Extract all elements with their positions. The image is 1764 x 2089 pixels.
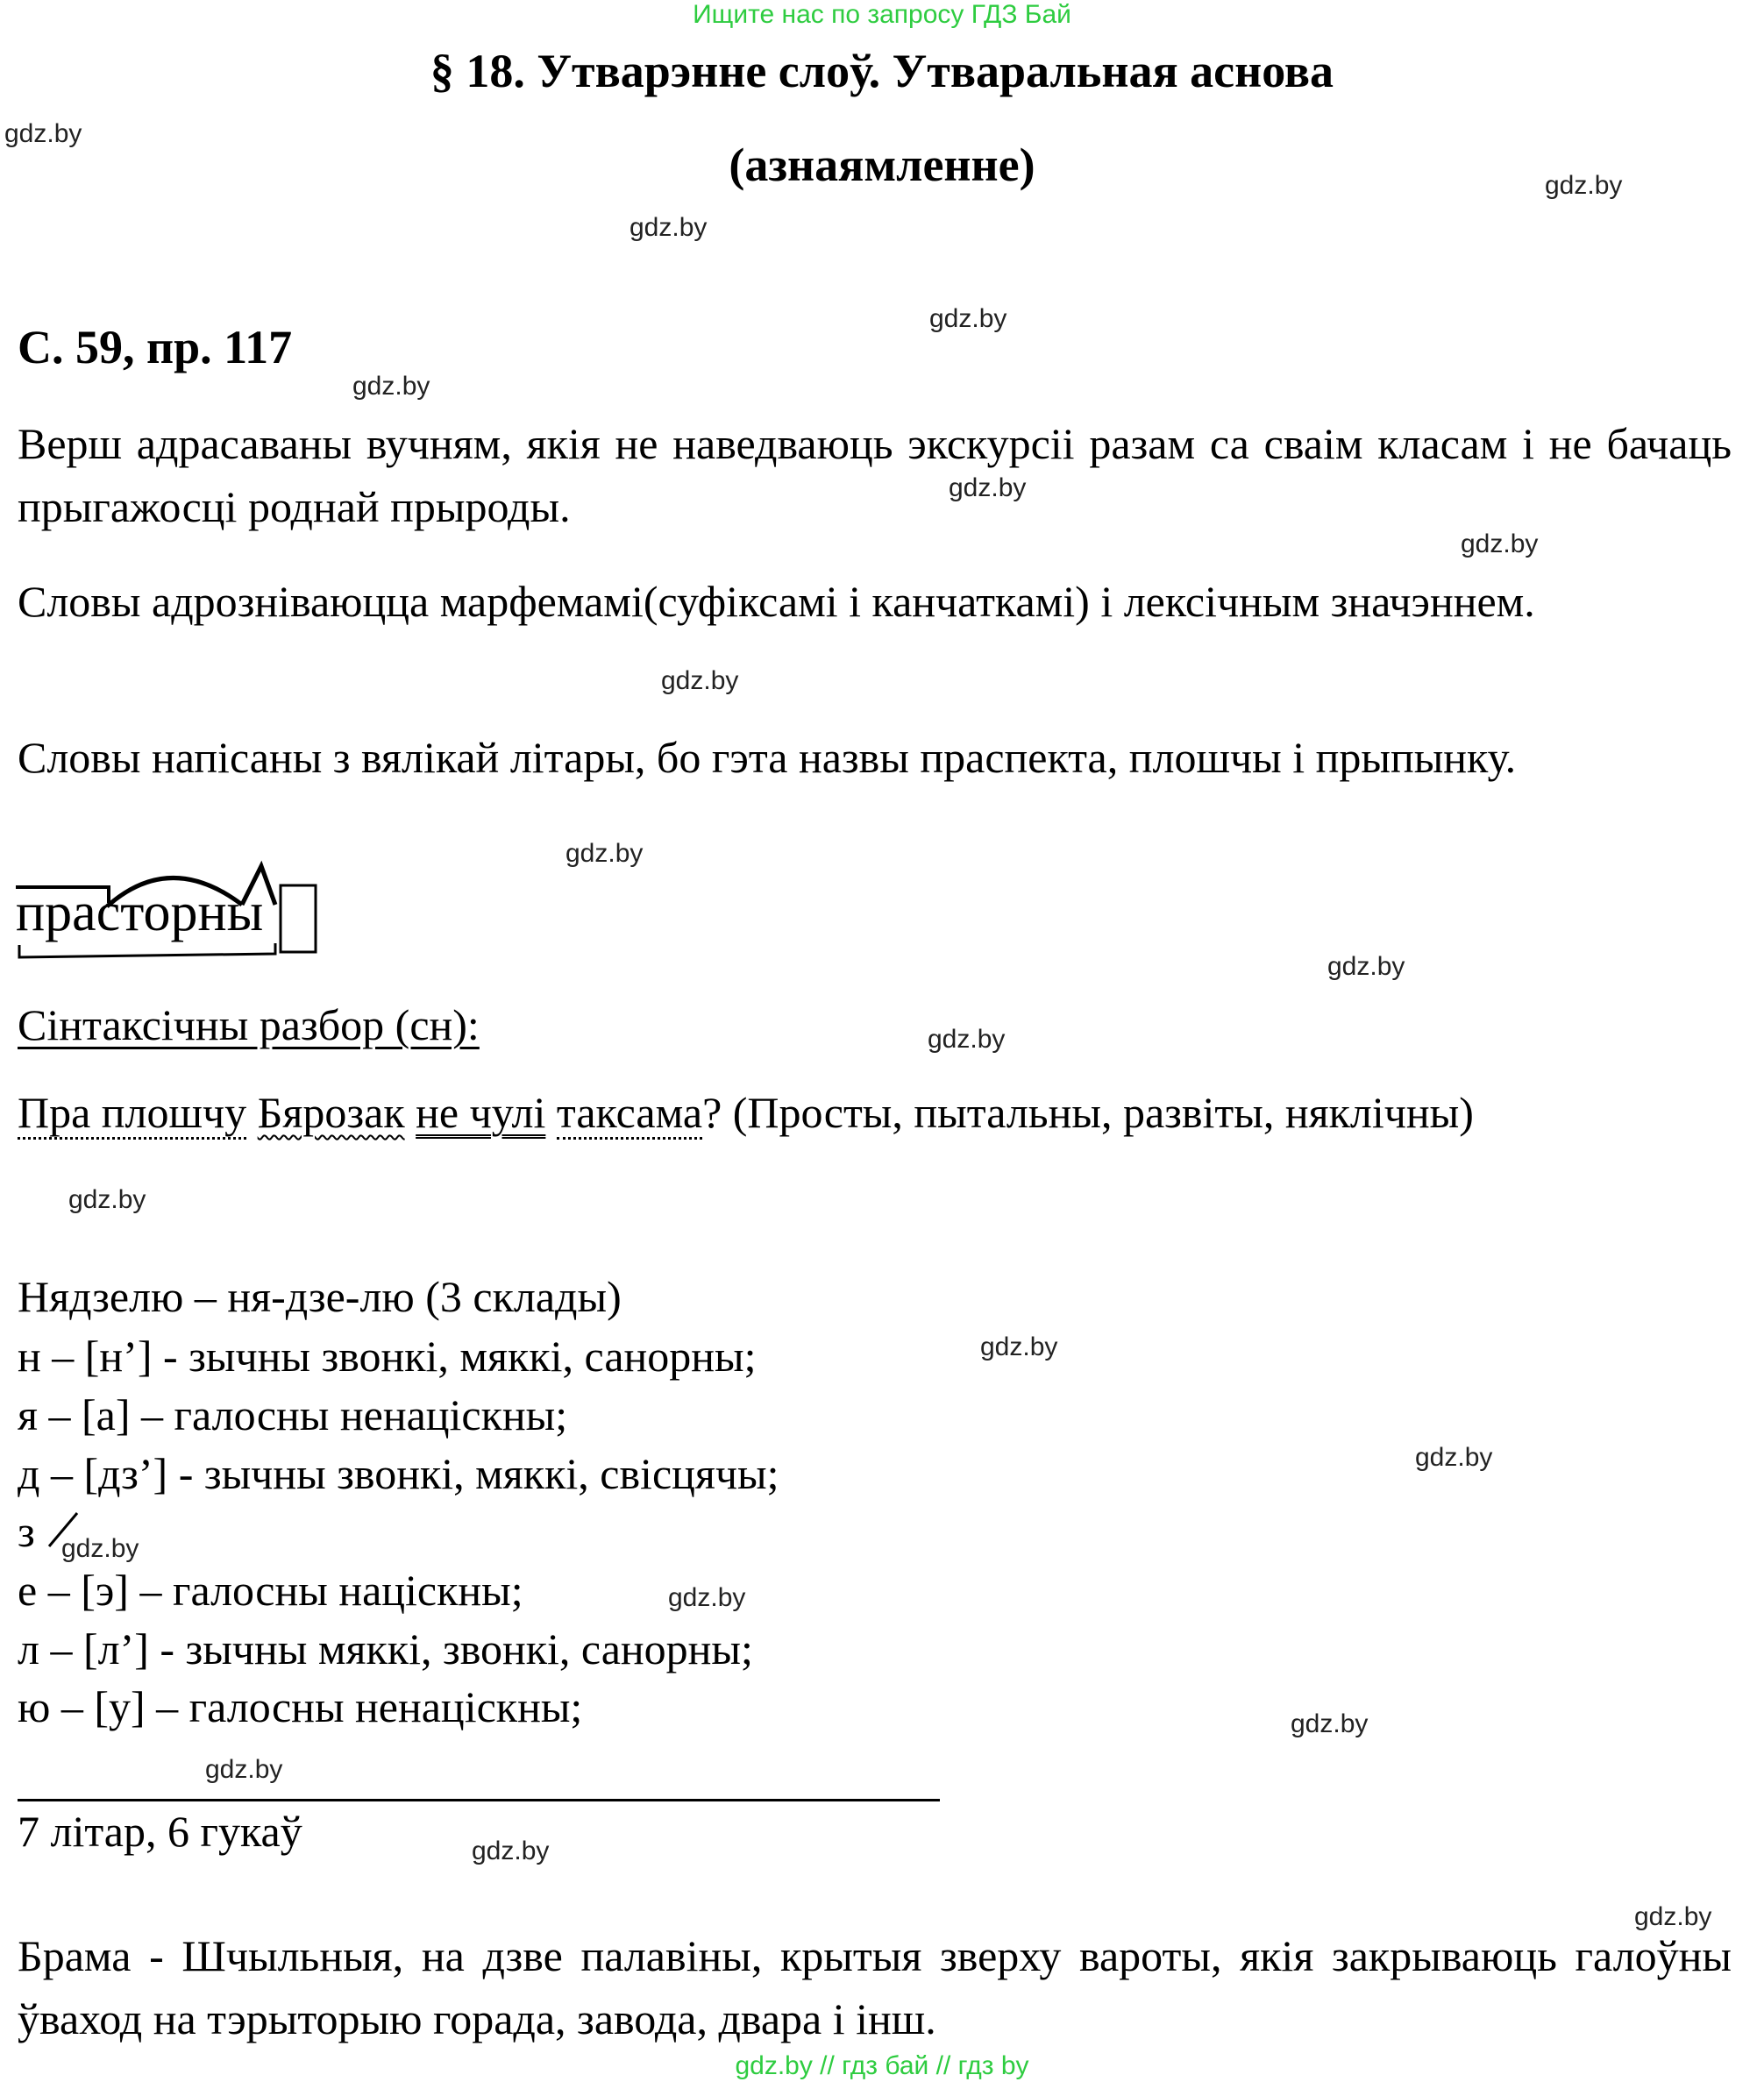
phonetic-line: л – [л’] - зычны мяккі, звонкі, санорны; <box>18 1624 753 1673</box>
exercise-label: С. 59, пр. 117 <box>18 321 293 373</box>
syntax-adverbial: Пра плошчу <box>18 1088 246 1140</box>
watermark: gdz.by <box>1327 952 1405 981</box>
stem-bracket <box>19 943 275 957</box>
watermark: gdz.by <box>352 372 430 401</box>
phonetic-line: з <box>18 1507 35 1556</box>
watermark: gdz.by <box>61 1534 139 1563</box>
top-banner[interactable]: Ищите нас по запросу ГДЗ Бай <box>693 0 1071 29</box>
ending-box <box>281 885 316 952</box>
watermark: gdz.by <box>565 839 644 868</box>
watermark: gdz.by <box>1545 171 1623 200</box>
syntax-heading <box>18 999 480 1050</box>
paragraph-1: Верш адрасаваны вучням, якія не наведваюць экскурсіі разам са сваім класам і не бачаць прыгажосці роднай прыроды. <box>18 419 1732 531</box>
summary-divider <box>18 1799 940 1801</box>
brama-definition: Брама - Шчыльныя, на дзве палавіны, крытыя зверху вароты, якія закрываюць галоўны ўваход на тэрыторыю горада, завода, двара і інш. <box>18 1931 1732 2043</box>
paragraph-2: Словы адрозніваюцца марфемамі(суфіксамі і канчаткамі) і лексічным значэннем. <box>18 577 1535 626</box>
watermark: gdz.by <box>980 1332 1058 1361</box>
phonetic-line: д – [дз’] - зычны звонкі, мяккі, свісцячы; <box>18 1449 779 1498</box>
phonetic-word: Нядзелю – ня-дзе-лю (3 склады) <box>18 1272 622 1321</box>
watermark: gdz.by <box>4 119 82 148</box>
bottom-banner[interactable]: gdz.by // гдз бай // гдз by <box>735 2051 1029 2080</box>
watermark: gdz.by <box>949 473 1027 502</box>
syntax-attribute: Бярозак <box>257 1088 405 1137</box>
watermark: gdz.by <box>661 666 739 695</box>
syntax-characteristics: ? (Просты, пытальны, развіты, няклічны) <box>702 1088 1474 1137</box>
syntax-heading-text: Сінтаксічны разбор (сн): <box>18 1000 480 1049</box>
paragraph-3: Словы напісаны з вялікай літары, бо гэта назвы праспекта, плошчы і прыпынку. <box>18 733 1517 782</box>
watermark: gdz.by <box>929 304 1007 333</box>
syntax-predicate: не чулі <box>416 1088 546 1137</box>
watermark: gdz.by <box>1634 1902 1712 1931</box>
phonetic-line: е – [э] – галосны нацiскны; <box>18 1566 523 1615</box>
watermark: gdz.by <box>1415 1443 1493 1472</box>
page-subtitle: (азнаямленне) <box>729 139 1035 191</box>
phonetic-summary: 7 літар, 6 гукаў <box>18 1807 302 1856</box>
phonetic-line: я – [а] – галосны ненацiскны; <box>18 1390 568 1439</box>
watermark: gdz.by <box>1291 1709 1369 1738</box>
watermark: gdz.by <box>928 1025 1006 1054</box>
watermark: gdz.by <box>68 1185 146 1214</box>
watermark: gdz.by <box>205 1755 283 1784</box>
phonetic-line: ю – [у] – галосны ненацiскны; <box>18 1682 583 1731</box>
phonetic-line: н – [н’] - зычны звонкі, мяккі, санорны; <box>18 1332 757 1381</box>
morph-word: прасторны <box>16 883 264 942</box>
watermark: gdz.by <box>629 213 708 242</box>
watermark: gdz.by <box>472 1837 550 1865</box>
watermark: gdz.by <box>668 1583 746 1612</box>
watermark: gdz.by <box>1461 529 1539 558</box>
syntax-sentence <box>18 1087 1474 1138</box>
syntax-adverbial-2: таксама <box>557 1088 702 1140</box>
page-title: § 18. Утварэнне слоў. Утваральная аснова <box>430 45 1334 97</box>
morpheme-analysis <box>12 859 328 964</box>
